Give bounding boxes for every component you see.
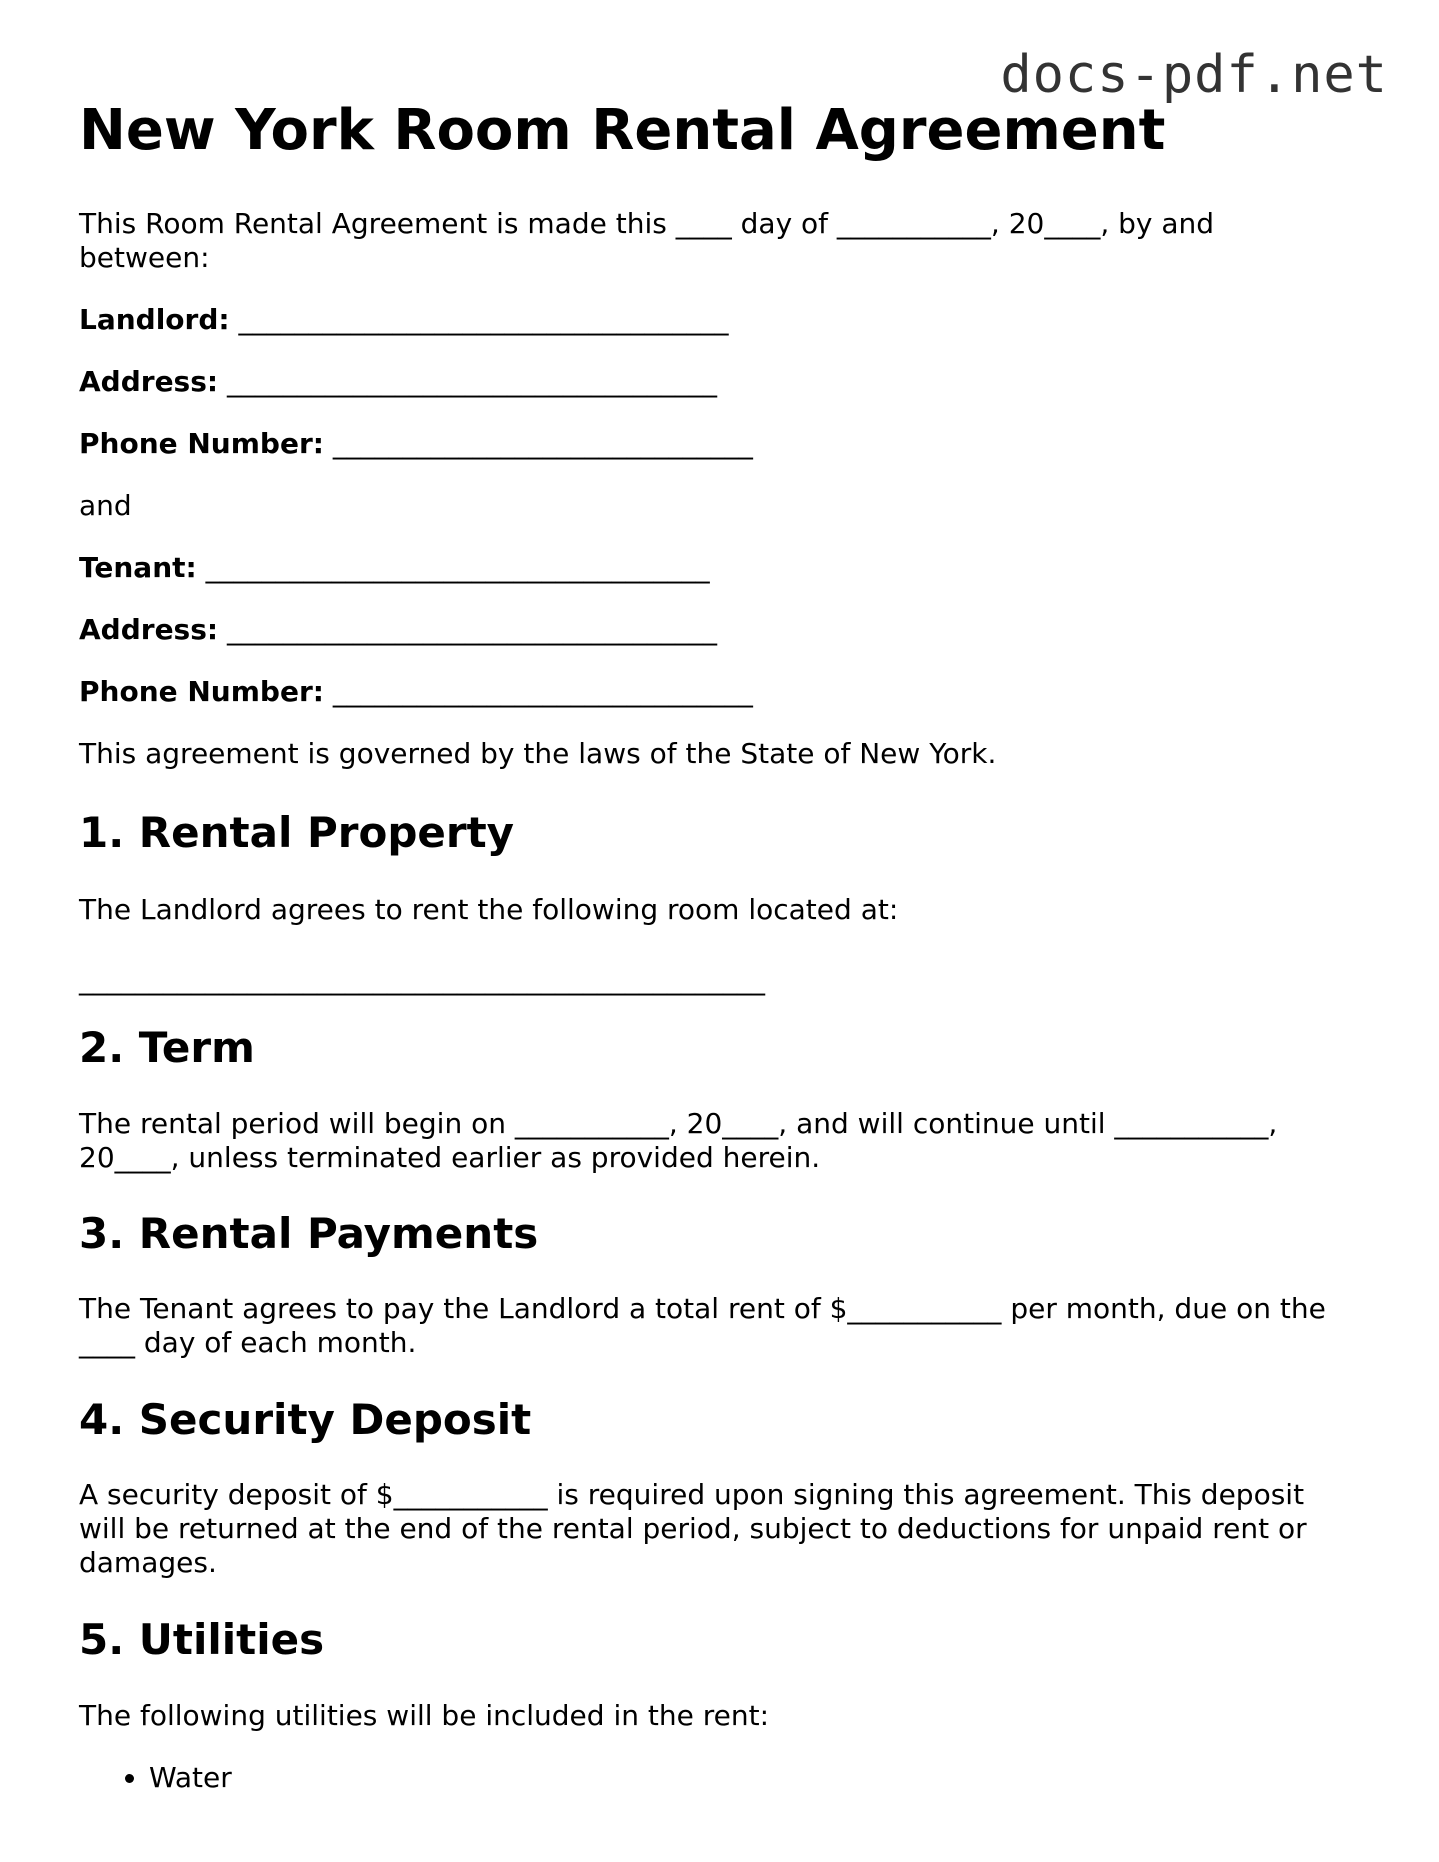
landlord-address-blank[interactable]: ___________________________________ xyxy=(227,365,717,398)
section-text-rental-payments: The Tenant agrees to pay the Landlord a total rent of $___________ per month, due on the ____ day of each month. xyxy=(79,1292,1326,1359)
section-heading-rental-property: 1. Rental Property xyxy=(79,808,515,857)
section-heading-security-deposit: 4. Security Deposit xyxy=(79,1395,532,1444)
landlord-name-field xyxy=(79,303,1359,337)
intro-paragraph: This Room Rental Agreement is made this ____ day of ___________, 20____, by and between: xyxy=(79,207,1215,274)
tenant-address-field xyxy=(79,613,1359,647)
tenant-address-label: Address: xyxy=(79,613,219,646)
tenant-name-label: Tenant: xyxy=(79,551,197,584)
and-connector: and xyxy=(79,489,132,522)
landlord-address-label: Address: xyxy=(79,365,219,398)
section-text-rental-property: The Landlord agrees to rent the following room located at: xyxy=(79,893,899,926)
list-item: • Water xyxy=(149,1761,1429,1795)
landlord-address-field xyxy=(79,365,1359,399)
section-text-utilities: The following utilities will be included in the rent: xyxy=(79,1699,770,1732)
section-heading-term: 2. Term xyxy=(79,1023,255,1072)
landlord-name-label: Landlord: xyxy=(79,303,230,336)
property-address-blank[interactable]: _________________________________________________ xyxy=(79,963,765,996)
document-title: New York Room Rental Agreement xyxy=(79,98,1166,163)
landlord-name-blank[interactable]: ___________________________________ xyxy=(238,303,729,336)
section-heading-utilities: 5. Utilities xyxy=(79,1615,325,1664)
tenant-phone-label: Phone Number: xyxy=(79,675,324,708)
landlord-phone-label: Phone Number: xyxy=(79,427,324,460)
tenant-phone-field xyxy=(79,675,1359,709)
governing-law-text: This agreement is governed by the laws of the State of New York. xyxy=(79,737,997,770)
watermark-logo: docs-pdf.net xyxy=(1000,45,1388,105)
section-text-term: The rental period will begin on ___________, 20____, and will continue until ___________, 20____, unless terminated earlier as provided herein. xyxy=(79,1107,1278,1174)
tenant-address-blank[interactable]: ___________________________________ xyxy=(227,613,717,646)
utilities-list xyxy=(79,1761,1429,1795)
tenant-phone-blank[interactable]: ______________________________ xyxy=(332,675,753,708)
tenant-name-field xyxy=(79,551,1359,585)
section-heading-rental-payments: 3. Rental Payments xyxy=(79,1209,539,1258)
landlord-phone-blank[interactable]: ______________________________ xyxy=(332,427,753,460)
section-text-security-deposit: A security deposit of $___________ is required upon signing this agreement. This deposit will be returned at the end of the rental period, subject to deductions for unpaid rent or damages. xyxy=(79,1478,1307,1579)
tenant-name-blank[interactable]: ____________________________________ xyxy=(205,551,710,584)
landlord-phone-field xyxy=(79,427,1359,461)
